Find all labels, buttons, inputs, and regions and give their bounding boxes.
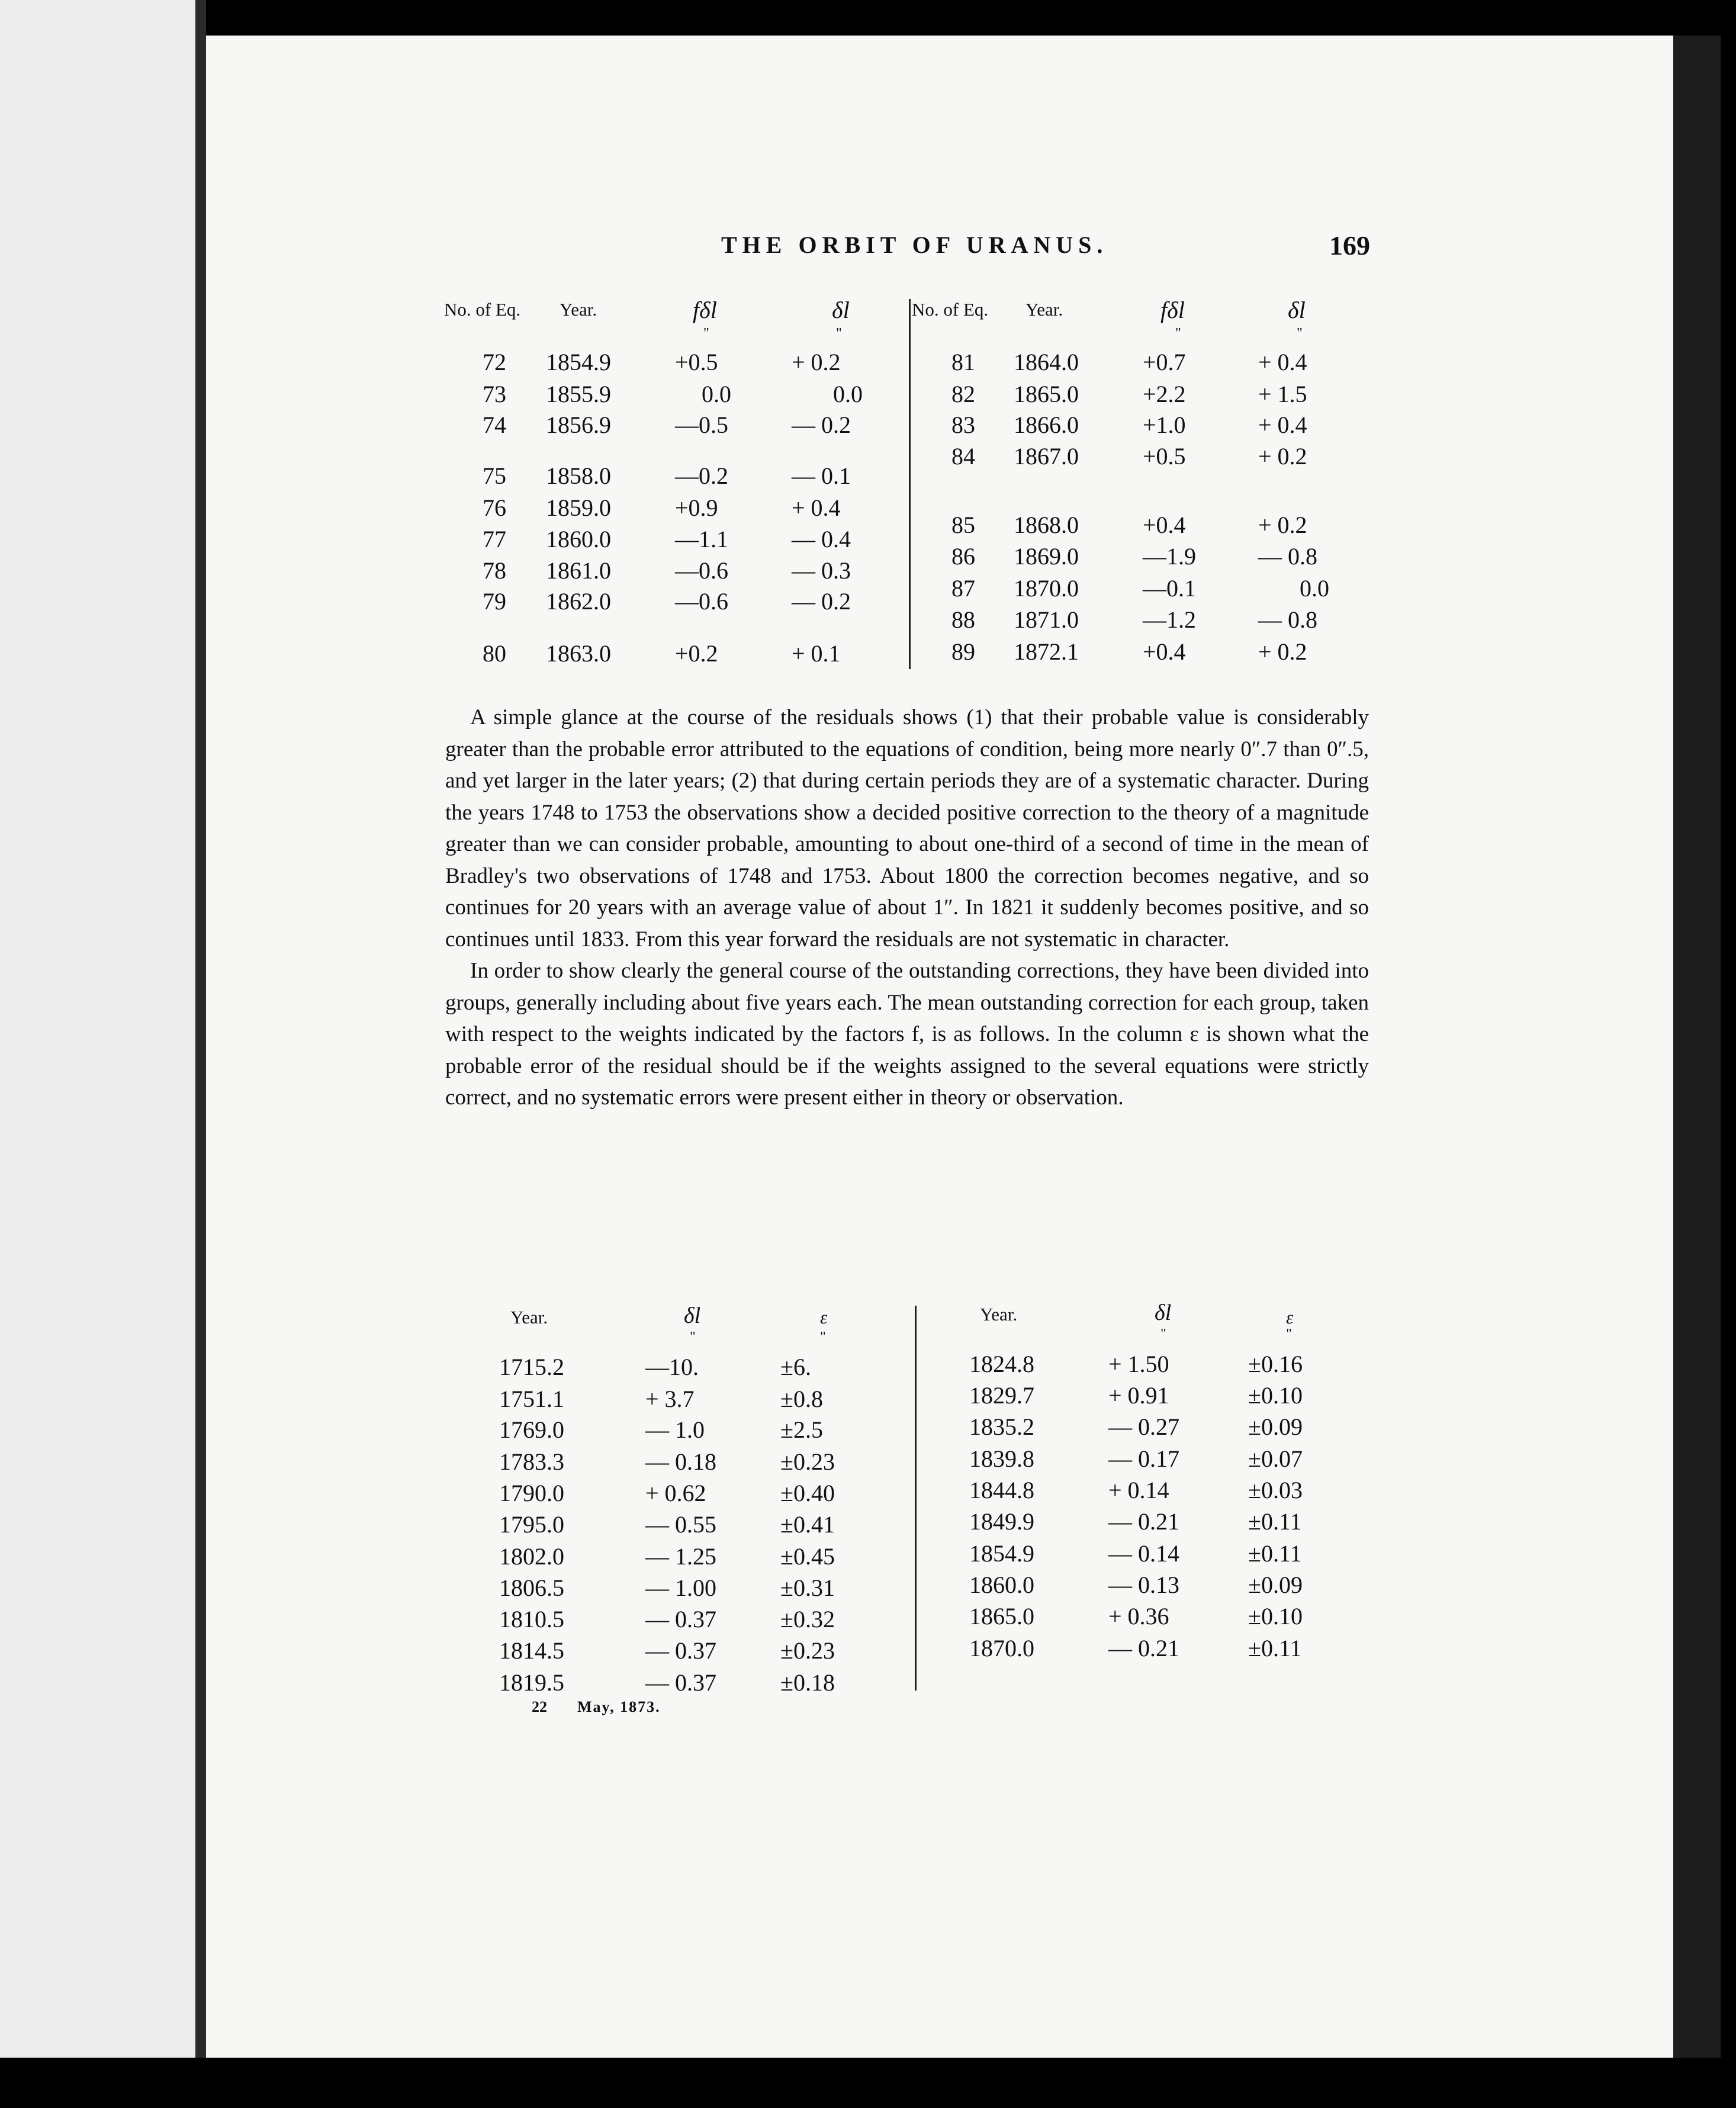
dl-value: + 0.2 xyxy=(792,349,841,375)
year: 1860.0 xyxy=(546,526,611,552)
year: 1783.3 xyxy=(499,1448,564,1475)
year: 1866.0 xyxy=(1014,412,1079,438)
unit-mark-fdl-right: " xyxy=(1175,326,1181,341)
dl-value: — 0.1 xyxy=(792,462,851,489)
eq-no: 89 xyxy=(951,638,975,665)
unit-mark-fdl-left: " xyxy=(703,326,709,341)
eq-no: 76 xyxy=(483,494,506,521)
unit-mark-eps-right: " xyxy=(1286,1326,1292,1342)
dl-value: + 0.36 xyxy=(1108,1603,1169,1630)
year: 1868.0 xyxy=(1014,512,1079,538)
table-divider xyxy=(915,1306,917,1691)
year: 1806.5 xyxy=(499,1574,564,1601)
year: 1819.5 xyxy=(499,1669,564,1696)
header-eps-right: ε xyxy=(1286,1307,1294,1328)
year: 1844.8 xyxy=(969,1477,1034,1503)
dl-value: — 1.00 xyxy=(645,1574,716,1601)
dl-value: — 0.2 xyxy=(792,412,851,438)
dl-value: — 0.14 xyxy=(1108,1540,1179,1567)
year: 1865.0 xyxy=(1014,381,1079,407)
dl-value: + 3.7 xyxy=(645,1386,695,1412)
year: 1863.0 xyxy=(546,640,611,667)
f-dl-value: +0.4 xyxy=(1143,638,1186,665)
eps-value: ±0.23 xyxy=(780,1448,835,1475)
year: 1862.0 xyxy=(546,588,611,615)
f-dl-value: +0.9 xyxy=(675,494,718,521)
eq-no: 82 xyxy=(951,381,975,407)
paragraph: In order to show clearly the general course of the outstanding corrections, they have been divided into groups, generally including about five years each. The mean outstanding correction for each group, taken with respect to the weights indicated by the factors f, is as follows. In the column ε is shown what the probable error of the residual should be if the weights assigned to the several equations were strictly correct, and no systematic errors were present either in theory or observation. xyxy=(445,959,1369,1110)
year: 1810.5 xyxy=(499,1606,564,1633)
f-dl-value: +0.5 xyxy=(675,349,718,375)
unit-mark-dl-left: " xyxy=(836,326,842,341)
dl-value: — 0.21 xyxy=(1108,1635,1179,1662)
eps-value: ±0.32 xyxy=(780,1606,835,1633)
year: 1870.0 xyxy=(969,1635,1034,1662)
dl-value: 0.0 xyxy=(833,381,863,407)
header-fdl-right: fδl xyxy=(1160,297,1185,323)
eps-value: ±0.41 xyxy=(780,1511,835,1538)
dl-value: + 0.4 xyxy=(792,494,841,521)
eq-no: 81 xyxy=(951,349,975,375)
eq-no: 75 xyxy=(483,462,506,489)
year: 1769.0 xyxy=(499,1416,564,1443)
dl-value: + 0.62 xyxy=(645,1480,706,1506)
f-dl-value: —1.2 xyxy=(1143,606,1196,633)
dl-value: — 0.55 xyxy=(645,1511,716,1538)
dl-value: — 0.8 xyxy=(1258,543,1317,570)
year: 1802.0 xyxy=(499,1543,564,1570)
year: 1814.5 xyxy=(499,1637,564,1664)
eps-value: ±0.10 xyxy=(1248,1382,1303,1409)
dl-value: — 1.0 xyxy=(645,1416,705,1443)
year: 1854.9 xyxy=(546,349,611,375)
dl-value: + 1.5 xyxy=(1258,381,1307,407)
imprint-date: May, 1873. xyxy=(577,1698,661,1715)
eps-value: ±0.23 xyxy=(780,1637,835,1664)
dl-value: + 0.2 xyxy=(1258,443,1307,470)
dl-value: — 0.21 xyxy=(1108,1508,1179,1535)
year: 1871.0 xyxy=(1014,606,1079,633)
header-dl-left: δl xyxy=(832,297,850,323)
unit-mark-dl-right: " xyxy=(1160,1326,1166,1342)
eps-value: ±0.16 xyxy=(1248,1351,1303,1377)
eq-no: 86 xyxy=(951,543,975,570)
dl-value: — 0.17 xyxy=(1108,1445,1179,1472)
year: 1860.0 xyxy=(969,1572,1034,1598)
eq-no: 80 xyxy=(483,640,506,667)
eq-no: 74 xyxy=(483,412,506,438)
header-year-left: Year. xyxy=(510,1307,548,1328)
f-dl-value: —1.9 xyxy=(1143,543,1196,570)
year: 1864.0 xyxy=(1014,349,1079,375)
year: 1795.0 xyxy=(499,1511,564,1538)
eps-value: ±0.09 xyxy=(1248,1572,1303,1598)
header-year-right: Year. xyxy=(1025,299,1063,320)
year: 1869.0 xyxy=(1014,543,1079,570)
eps-value: ±0.18 xyxy=(780,1669,835,1696)
eps-value: ±0.03 xyxy=(1248,1477,1303,1503)
year: 1858.0 xyxy=(546,462,611,489)
eps-value: ±0.07 xyxy=(1248,1445,1303,1472)
eps-value: ±0.45 xyxy=(780,1543,835,1570)
year: 1849.9 xyxy=(969,1508,1034,1535)
f-dl-value: —1.1 xyxy=(675,526,728,552)
f-dl-value: 0.0 xyxy=(702,381,731,407)
header-no-left: No. of Eq. xyxy=(444,299,521,320)
eps-value: ±0.31 xyxy=(780,1574,835,1601)
year: 1859.0 xyxy=(546,494,611,521)
year: 1855.9 xyxy=(546,381,611,407)
dl-value: — 1.25 xyxy=(645,1543,716,1570)
paragraph: A simple glance at the course of the residuals shows (1) that their probable value is considerably greater than the probable error attributed to the equations of condition, being more nearly 0″.7 than 0″.5, and yet larger in the later years; (2) that during certain periods they are of a systematic character. During the years 1748 to 1753 the observations show a decided positive correction to the theory of a magnitude greater than we can consider probable, amounting to about one-third of a second of time in the mean of Bradley's two observations of 1748 and 1753. About 1800 the correction becomes negative, and so continues for 20 years with an average value of about 1″. In 1821 it suddenly becomes positive, and so continues until 1833. From this year forward the residuals are not systematic in character. xyxy=(445,705,1369,952)
eq-no: 85 xyxy=(951,512,975,538)
year: 1872.1 xyxy=(1014,638,1079,665)
dl-value: + 0.1 xyxy=(792,640,841,667)
header-dl-right: δl xyxy=(1288,297,1306,323)
eq-no: 79 xyxy=(483,588,506,615)
dl-value: — 0.37 xyxy=(645,1669,716,1696)
eq-no: 84 xyxy=(951,443,975,470)
eq-no: 88 xyxy=(951,606,975,633)
year: 1824.8 xyxy=(969,1351,1034,1377)
year: 1790.0 xyxy=(499,1480,564,1506)
dl-value: + 0.2 xyxy=(1258,512,1307,538)
year: 1856.9 xyxy=(546,412,611,438)
f-dl-value: +0.4 xyxy=(1143,512,1186,538)
dl-value: + 0.91 xyxy=(1108,1382,1169,1409)
dl-value: 0.0 xyxy=(1300,575,1329,602)
year: 1854.9 xyxy=(969,1540,1034,1567)
dl-value: —10. xyxy=(645,1354,699,1380)
year: 1867.0 xyxy=(1014,443,1079,470)
header-eps-left: ε xyxy=(820,1307,828,1328)
dl-value: + 0.14 xyxy=(1108,1477,1169,1503)
year: 1839.8 xyxy=(969,1445,1034,1472)
eq-no: 83 xyxy=(951,412,975,438)
unit-mark-dl-right: " xyxy=(1297,326,1303,341)
running-head: THE ORBIT OF URANUS. xyxy=(721,232,1108,258)
year: 1835.2 xyxy=(969,1413,1034,1440)
eps-value: ±6. xyxy=(780,1354,811,1380)
f-dl-value: +0.2 xyxy=(675,640,718,667)
dl-value: + 0.2 xyxy=(1258,638,1307,665)
f-dl-value: —0.6 xyxy=(675,588,728,615)
header-fdl-left: fδl xyxy=(693,297,717,323)
dl-value: — 0.4 xyxy=(792,526,851,552)
dl-value: + 0.4 xyxy=(1258,412,1307,438)
header-no-right: No. of Eq. xyxy=(912,299,989,320)
year: 1715.2 xyxy=(499,1354,564,1380)
f-dl-value: +2.2 xyxy=(1143,381,1186,407)
signature-mark: 22 xyxy=(532,1698,547,1715)
eps-value: ±2.5 xyxy=(780,1416,823,1443)
year: 1861.0 xyxy=(546,557,611,584)
dl-value: — 0.8 xyxy=(1258,606,1317,633)
f-dl-value: —0.1 xyxy=(1143,575,1196,602)
eps-value: ±0.11 xyxy=(1248,1540,1302,1567)
page-number: 169 xyxy=(1329,230,1370,261)
eps-value: ±0.11 xyxy=(1248,1508,1302,1535)
f-dl-value: +1.0 xyxy=(1143,412,1186,438)
dl-value: — 0.13 xyxy=(1108,1572,1179,1598)
eq-no: 78 xyxy=(483,557,506,584)
dl-value: — 0.3 xyxy=(792,557,851,584)
year: 1865.0 xyxy=(969,1603,1034,1630)
year: 1751.1 xyxy=(499,1386,564,1412)
eq-no: 77 xyxy=(483,526,506,552)
header-dl-left: δl xyxy=(684,1303,701,1328)
dl-value: — 0.37 xyxy=(645,1637,716,1664)
header-dl-right: δl xyxy=(1155,1300,1172,1325)
f-dl-value: +0.7 xyxy=(1143,349,1186,375)
eps-value: ±0.8 xyxy=(780,1386,823,1412)
unit-mark-dl-left: " xyxy=(690,1329,696,1345)
eps-value: ±0.10 xyxy=(1248,1603,1303,1630)
eq-no: 72 xyxy=(483,349,506,375)
year: 1829.7 xyxy=(969,1382,1034,1409)
dl-value: — 0.27 xyxy=(1108,1413,1179,1440)
dl-value: — 0.18 xyxy=(645,1448,716,1475)
eps-value: ±0.40 xyxy=(780,1480,835,1506)
eps-value: ±0.09 xyxy=(1248,1413,1303,1440)
dl-value: + 0.4 xyxy=(1258,349,1307,375)
eq-no: 87 xyxy=(951,575,975,602)
unit-mark-eps-left: " xyxy=(820,1329,826,1345)
dl-value: — 0.2 xyxy=(792,588,851,615)
header-year-left: Year. xyxy=(560,299,597,320)
f-dl-value: —0.5 xyxy=(675,412,728,438)
f-dl-value: —0.2 xyxy=(675,462,728,489)
f-dl-value: —0.6 xyxy=(675,557,728,584)
year: 1870.0 xyxy=(1014,575,1079,602)
dl-value: — 0.37 xyxy=(645,1606,716,1633)
eq-no: 73 xyxy=(483,381,506,407)
eps-value: ±0.11 xyxy=(1248,1635,1302,1662)
header-year-right: Year. xyxy=(980,1304,1018,1325)
dl-value: + 1.50 xyxy=(1108,1351,1169,1377)
f-dl-value: +0.5 xyxy=(1143,443,1186,470)
